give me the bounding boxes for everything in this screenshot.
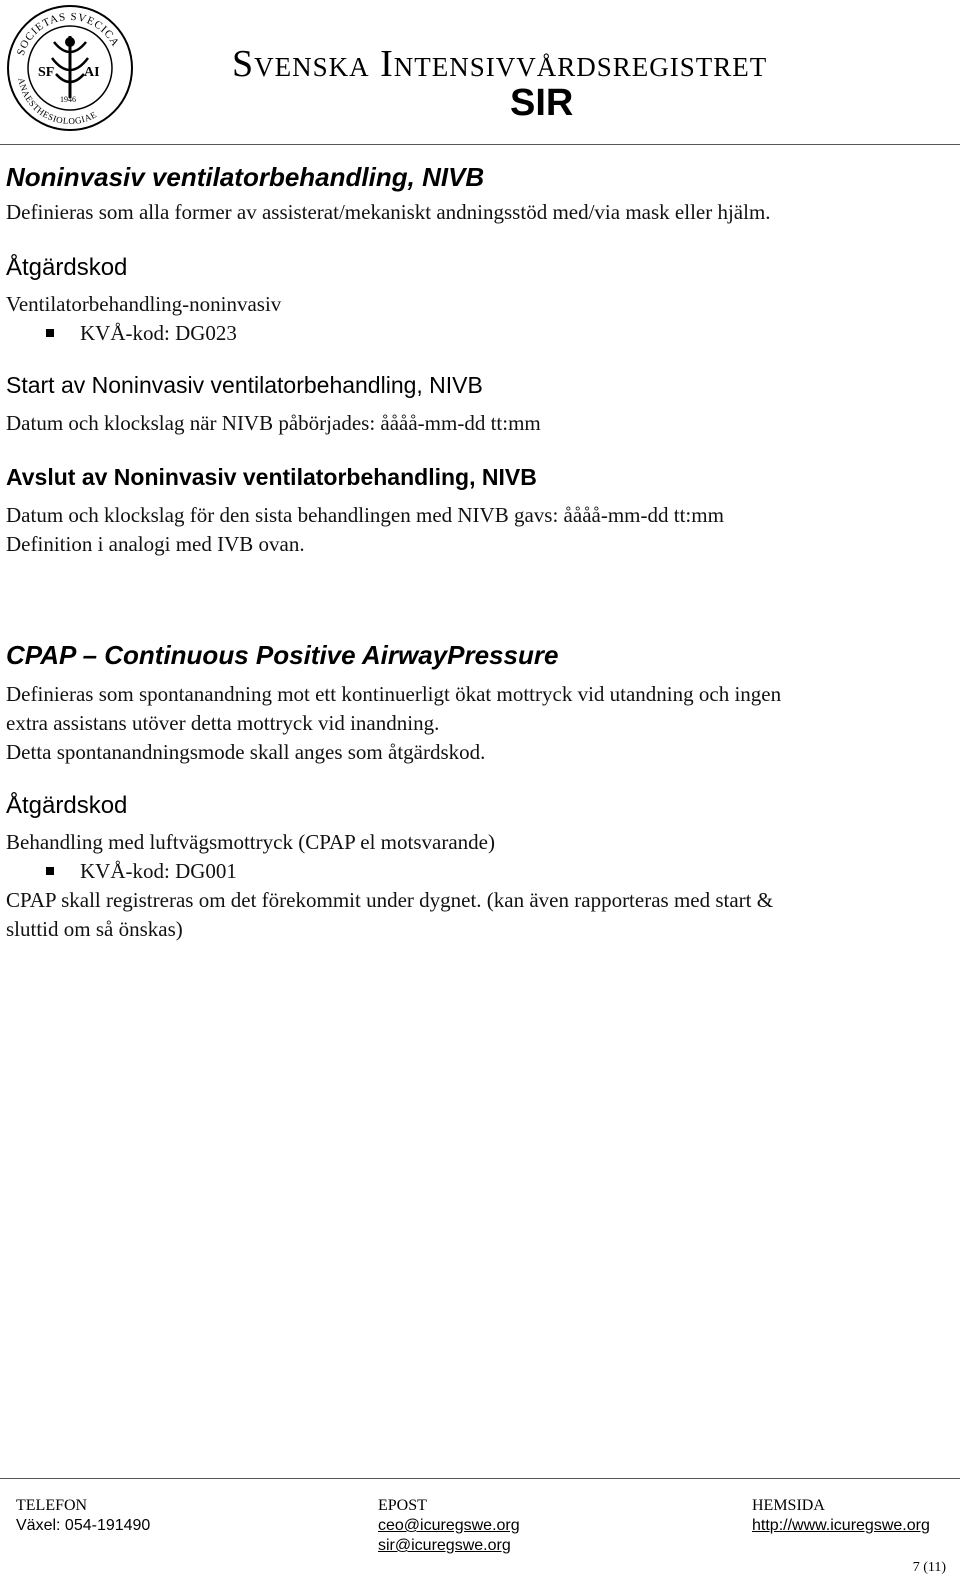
footer-phone — [16, 1496, 150, 1536]
footer-email-label: EPOST — [378, 1497, 427, 1514]
cpap-note-line-2: sluttid om så önskas) — [6, 917, 183, 941]
page-number: 7 (11) — [912, 1560, 946, 1575]
cpap-definition-line-1: Definieras som spontanandning mot ett kontinuerligt ökat mottryck vid utandning och ingen — [6, 682, 782, 706]
logo-initials-right: AI — [84, 65, 100, 80]
svg-text:ANAESTHESIOLOGIAE — [16, 77, 98, 126]
cpap-definition-line-3: Detta spontanandningsmode skall anges som åtgärdskod. — [6, 740, 486, 764]
cpap-section-title: CPAP – Continuous Positive AirwayPressure — [6, 640, 559, 670]
nivb-kva-code: KVÅ-kod: DG023 — [6, 319, 606, 348]
cpap-note-line-1: CPAP skall registreras om det förekommit under dygnet. (kan även rapporteras med start & — [6, 888, 774, 912]
logo-initials-left: SF — [38, 65, 55, 80]
footer-website-label: HEMSIDA — [752, 1497, 825, 1514]
cpap-atgard-text: Behandling med luftvägsmottryck (CPAP el motsvarande) — [6, 830, 495, 854]
footer-email-link-sir[interactable]: sir@icuregswe.org — [378, 1537, 511, 1554]
footer-divider — [0, 1478, 960, 1479]
nivb-start-text: Datum och klockslag när NIVB påbörjades: åååå-mm-dd tt:mm — [6, 411, 541, 435]
footer-email — [378, 1496, 520, 1556]
nivb-end-note: Definition i analogi med IVB ovan. — [6, 532, 305, 556]
cpap-kva-code: KVÅ-kod: DG001 — [6, 857, 606, 886]
organization-abbreviation: SIR — [510, 82, 574, 124]
nivb-atgard-heading: Åtgärdskod — [6, 254, 128, 281]
organization-name: Svenska Intensivvårdsregistret — [232, 43, 768, 85]
nivb-end-text: Datum och klockslag för den sista behandlingen med NIVB gavs: åååå-mm-dd tt:mm — [6, 503, 724, 527]
page-header — [0, 0, 960, 146]
footer-website — [752, 1496, 930, 1536]
footer-email-link-ceo[interactable]: ceo@icuregswe.org — [378, 1517, 520, 1534]
nivb-end-heading: Avslut av Noninvasiv ventilatorbehandling, NIVB — [6, 464, 537, 490]
cpap-atgard-heading: Åtgärdskod — [6, 792, 128, 819]
footer-phone-value: Växel: 054-191490 — [16, 1517, 151, 1534]
nivb-section-title: Noninvasiv ventilatorbehandling, NIVB — [6, 162, 485, 192]
nivb-atgard-text: Ventilatorbehandling-noninvasiv — [6, 292, 282, 316]
header-divider — [0, 144, 960, 145]
footer-phone-label: TELEFON — [16, 1497, 88, 1514]
footer-website-link[interactable]: http://www.icuregswe.org — [752, 1517, 930, 1534]
nivb-start-heading: Start av Noninvasiv ventilatorbehandling, NIVB — [6, 372, 483, 398]
nivb-definition: Definieras som alla former av assisterat/mekaniskt andningsstöd med/via mask eller hjälm. — [6, 200, 771, 224]
society-seal-logo — [4, 2, 136, 132]
cpap-definition-line-2: extra assistans utöver detta mottryck vid inandning. — [6, 711, 440, 735]
logo-year: 1946 — [60, 95, 76, 104]
logo-text-bottom: ANAESTHESIOLOGIAE — [16, 76, 99, 127]
logo-text-top: SOCIETAS SVECICA — [14, 10, 122, 58]
